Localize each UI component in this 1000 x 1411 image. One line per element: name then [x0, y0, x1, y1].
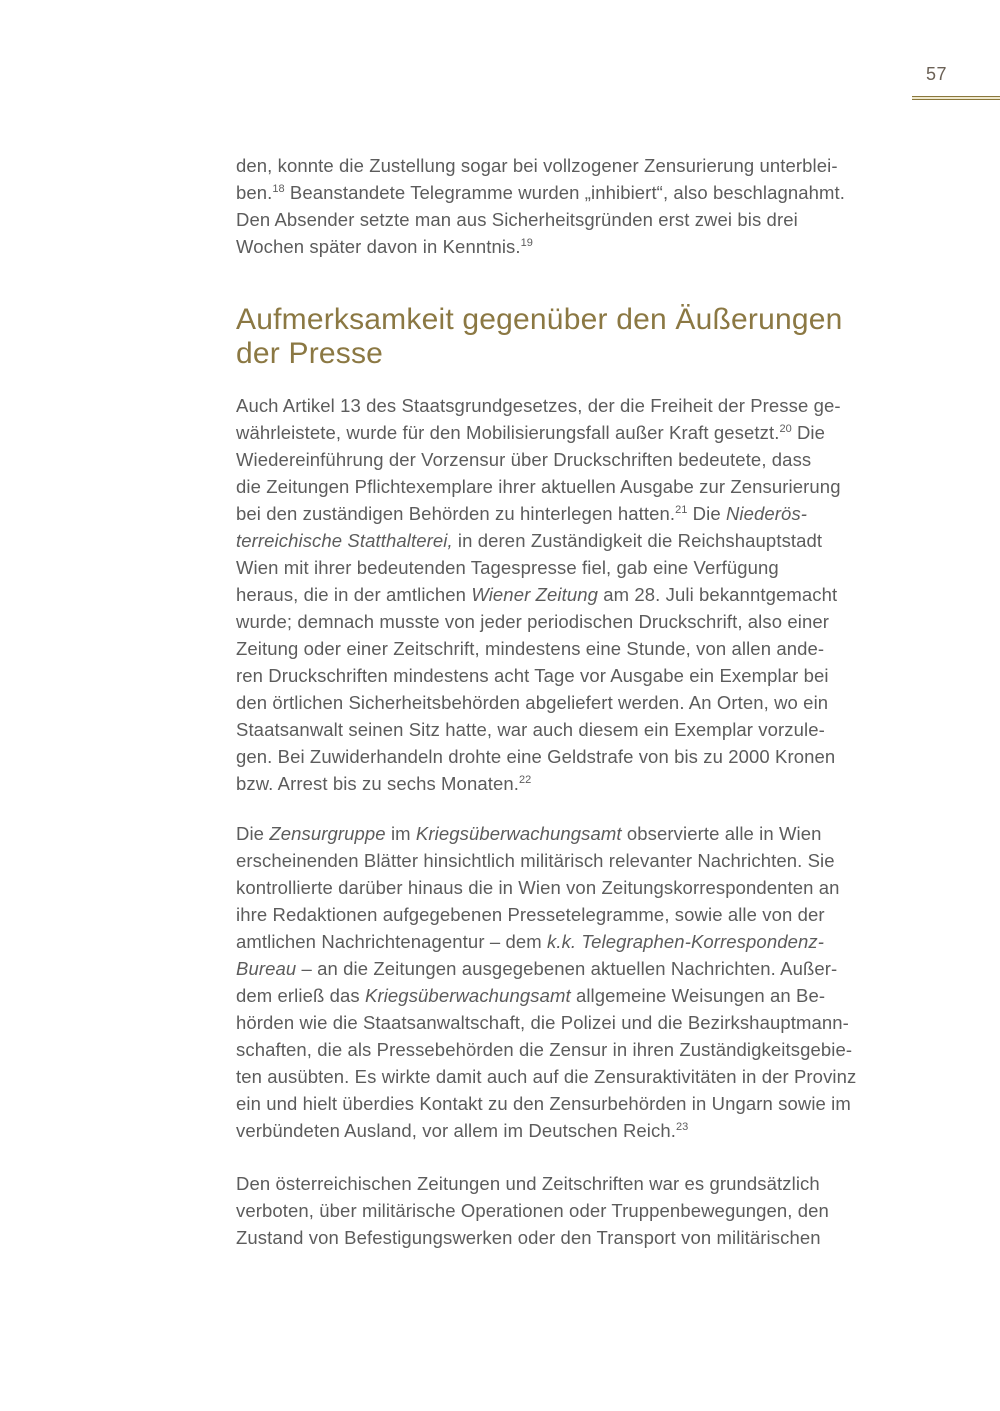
page-content: [236, 0, 926, 1251]
text-line: verboten, über militärische Operationen oder Truppenbewegungen, den: [236, 1200, 829, 1221]
text-line: bzw. Arrest bis zu sechs Monaten.$^{22}$: [236, 773, 532, 794]
text-line: Den österreichischen Zeitungen und Zeitschriften war es grundsätzlich: [236, 1173, 820, 1194]
text-line: kontrollierte darüber hinaus die in Wien von Zeitungskorrespondenten an: [236, 877, 840, 898]
footnote-reference: 19: [520, 236, 533, 249]
text-line: verbündeten Ausland, vor allem im Deutschen Reich.$^{23}$: [236, 1120, 689, 1141]
paragraph-press-law: [236, 392, 926, 797]
footnote-reference: 23: [676, 1120, 689, 1133]
text-line: Wien mit ihrer bedeutenden Tagespresse fiel, gab eine Verfügung: [236, 557, 779, 578]
footnote-reference: 20: [779, 422, 792, 435]
text-line: Wiedereinführung der Vorzensur über Druckschriften bedeutete, dass: [236, 449, 812, 470]
text-line: dem erließ das Kriegsüberwachungsamt allgemeine Weisungen an Be-: [236, 985, 826, 1006]
page-number: 57: [926, 64, 948, 84]
text-line: Auch Artikel 13 des Staatsgrundgesetzes, der die Freiheit der Presse ge-: [236, 395, 841, 416]
text-line: erscheinenden Blätter hinsichtlich militärisch relevanter Nachrichten. Sie: [236, 850, 835, 871]
footnote-reference: 18: [272, 182, 285, 195]
text-line: Die Zensurgruppe im Kriegsüberwachungsamt observierte alle in Wien: [236, 823, 822, 844]
text-line: Zeitung oder einer Zeitschrift, mindestens eine Stunde, von allen ande-: [236, 638, 825, 659]
text-line: hörden wie die Staatsanwaltschaft, die Polizei und die Bezirkshauptmann-: [236, 1012, 849, 1033]
text-line: die Zeitungen Pflichtexemplare ihrer aktuellen Ausgabe zur Zensurierung: [236, 476, 841, 497]
text-line: ein und hielt überdies Kontakt zu den Zensurbehörden in Ungarn sowie im: [236, 1093, 851, 1114]
text-line: der Presse: [236, 337, 384, 370]
section-heading: [236, 303, 926, 371]
text-line: Staatsanwalt seinen Sitz hatte, war auch diesem ein Exemplar vorzule-: [236, 719, 825, 740]
text-line: ihre Redaktionen aufgegebenen Pressetelegramme, sowie alle von der: [236, 904, 825, 925]
text-line: Wochen später davon in Kenntnis.$^{19}$: [236, 236, 533, 257]
text-line: ben.$^{18}$ Beanstandete Telegramme wurden „inhibiert“, also beschlagnahmt.: [236, 182, 846, 203]
text-line: ten ausübten. Es wirkte damit auch auf die Zensuraktivitäten in der Provinz: [236, 1066, 857, 1087]
text-line: Den Absender setzte man aus Sicherheitsgründen erst zwei bis drei: [236, 209, 798, 230]
text-line: Aufmerksamkeit gegenüber den Äußerungen: [236, 303, 843, 336]
text-line: bei den zuständigen Behörden zu hinterlegen hatten.$^{21}$ Die Niederös-: [236, 503, 808, 524]
text-line: amtlichen Nachrichtenagentur – dem k.k. Telegraphen-Korrespondenz-: [236, 931, 824, 952]
text-line: den örtlichen Sicherheitsbehörden abgeliefert werden. An Orten, wo ein: [236, 692, 829, 713]
text-line: Zustand von Befestigungswerken oder den Transport von militärischen: [236, 1227, 821, 1248]
text-line: gen. Bei Zuwiderhandeln drohte eine Geldstrafe von bis zu 2000 Kronen: [236, 746, 836, 767]
text-line: schaften, die als Pressebehörden die Zensur in ihren Zuständigkeitsgebie-: [236, 1039, 853, 1060]
text-line: ren Druckschriften mindestens acht Tage vor Ausgabe ein Exemplar bei: [236, 665, 829, 686]
paragraph-zensurgruppe: [236, 820, 926, 1144]
paragraph-telegram-censorship: [236, 152, 926, 260]
footnote-reference: 21: [675, 503, 688, 516]
text-line: terreichische Statthalterei, in deren Zuständigkeit die Reichshauptstadt: [236, 530, 823, 551]
text-line: währleistete, wurde für den Mobilisierungsfall außer Kraft gesetzt.$^{20}$ Die: [236, 422, 826, 443]
text-line: Bureau – an die Zeitungen ausgegebenen aktuellen Nachrichten. Außer-: [236, 958, 838, 979]
text-line: den, konnte die Zustellung sogar bei vollzogener Zensurierung unterblei-: [236, 155, 838, 176]
text-line: wurde; demnach musste von jeder periodischen Druckschrift, also einer: [236, 611, 830, 632]
footnote-reference: 22: [519, 773, 532, 786]
paragraph-prohibitions: [236, 1170, 926, 1251]
text-line: heraus, die in der amtlichen Wiener Zeitung am 28. Juli bekanntgemacht: [236, 584, 838, 605]
